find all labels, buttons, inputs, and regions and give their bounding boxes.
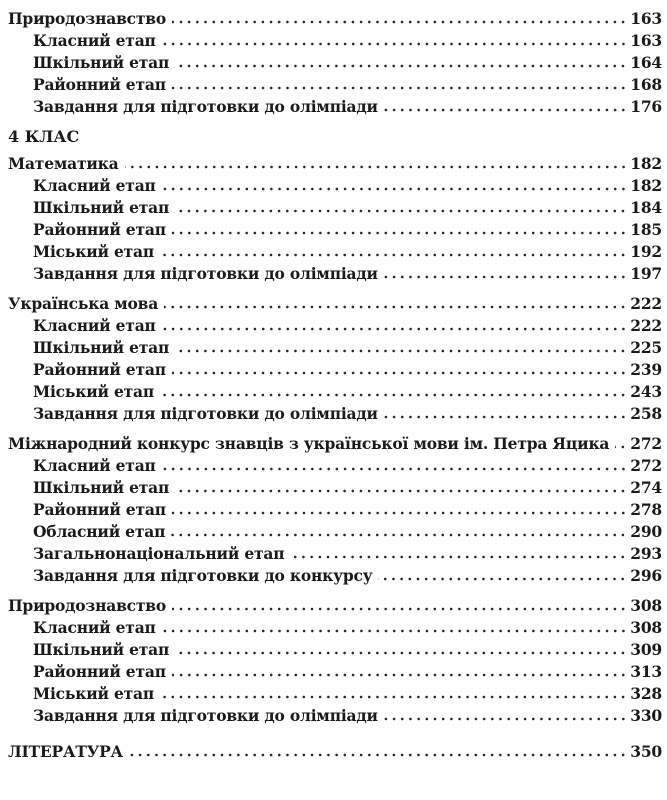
entry-title: Районний етап [33, 220, 166, 239]
dot-leader [172, 511, 627, 515]
page-number: 185 [630, 220, 662, 239]
toc-subentry[interactable] [8, 478, 662, 500]
toc-group [8, 9, 662, 119]
toc-subentry[interactable] [8, 640, 662, 662]
page-number: 309 [630, 640, 662, 659]
entry-title: Районний етап [33, 500, 166, 519]
entry-title: Загальнонаціональний етап [33, 544, 285, 563]
toc-subentry[interactable] [8, 97, 662, 119]
dot-leader [164, 305, 627, 309]
entry-title: Міський етап [33, 382, 155, 401]
entry-title: Завдання для підготовки до конкурсу [33, 566, 373, 585]
toc-subentry[interactable] [8, 566, 662, 588]
entry-title: Шкільний етап [33, 53, 170, 72]
dot-leader [378, 577, 627, 581]
dot-leader [175, 489, 627, 493]
page-number: 272 [630, 434, 662, 453]
dot-leader [384, 717, 627, 721]
dot-leader [160, 253, 627, 257]
entry-title: ЛІТЕРАТУРА [8, 742, 123, 761]
toc-entry[interactable] [8, 742, 662, 764]
dot-leader [171, 533, 627, 537]
dot-leader [384, 275, 627, 279]
toc-group [8, 596, 662, 728]
toc-group [8, 434, 662, 588]
toc-subentry[interactable] [8, 176, 662, 198]
page-number: 258 [630, 404, 662, 423]
entry-title: Українська мова [8, 294, 159, 313]
dot-leader [125, 165, 628, 169]
dot-leader [162, 327, 628, 331]
section-heading: 4 КЛАС [8, 127, 80, 146]
toc-subentry[interactable] [8, 31, 662, 53]
toc-subentry[interactable] [8, 53, 662, 75]
dot-leader [172, 607, 627, 611]
page-number: 225 [630, 338, 662, 357]
toc-subentry[interactable] [8, 500, 662, 522]
page-number: 182 [630, 176, 662, 195]
page-number: 350 [630, 742, 662, 761]
dot-leader [172, 231, 627, 235]
page-number: 222 [630, 316, 662, 335]
toc-subentry[interactable] [8, 264, 662, 286]
dot-leader [615, 445, 627, 449]
toc-subentry[interactable] [8, 456, 662, 478]
toc-subentry[interactable] [8, 338, 662, 360]
dot-leader [175, 209, 627, 213]
entry-title: Класний етап [33, 316, 156, 335]
page-number: 192 [630, 242, 662, 261]
entry-title: Шкільний етап [33, 478, 170, 497]
page-number: 164 [630, 53, 662, 72]
entry-title: Міський етап [33, 684, 155, 703]
table-of-contents [8, 9, 662, 772]
entry-title: Шкільний етап [33, 640, 170, 659]
dot-leader [384, 415, 627, 419]
page-number: 176 [630, 97, 662, 116]
dot-leader [162, 629, 628, 633]
page-number: 222 [630, 294, 662, 313]
entry-title: Міжнародний конкурс знавців з української мови ім. Петра Яцика [8, 434, 610, 453]
page-number: 330 [630, 706, 662, 725]
toc-entry[interactable] [8, 294, 662, 316]
page-number: 308 [630, 596, 662, 615]
entry-title: Класний етап [33, 31, 156, 50]
toc-entry[interactable] [8, 154, 662, 176]
entry-title: Районний етап [33, 75, 166, 94]
entry-title: Природознавство [8, 9, 167, 28]
toc-subentry[interactable] [8, 220, 662, 242]
entry-title: Завдання для підготовки до олімпіади [33, 97, 378, 116]
toc-subentry[interactable] [8, 404, 662, 426]
entry-title: Класний етап [33, 618, 156, 637]
page-number: 313 [630, 662, 662, 681]
toc-entry[interactable] [8, 434, 662, 456]
page-number: 182 [630, 154, 662, 173]
dot-leader [172, 371, 627, 375]
dot-leader [175, 651, 627, 655]
toc-subentry[interactable] [8, 242, 662, 264]
entry-title: Класний етап [33, 176, 156, 195]
page-number: 296 [630, 566, 662, 585]
toc-subentry[interactable] [8, 544, 662, 566]
page-number: 272 [630, 456, 662, 475]
entry-title: Класний етап [33, 456, 156, 475]
toc-entry[interactable] [8, 596, 662, 618]
dot-leader [172, 20, 627, 24]
entry-title: Міський етап [33, 242, 155, 261]
dot-leader [290, 555, 627, 559]
toc-subentry[interactable] [8, 75, 662, 97]
page-number: 168 [630, 75, 662, 94]
toc-subentry[interactable] [8, 198, 662, 220]
page-number: 278 [630, 500, 662, 519]
page-number: 293 [630, 544, 662, 563]
entry-title: Шкільний етап [33, 198, 170, 217]
dot-leader [175, 349, 627, 353]
entry-title: Завдання для підготовки до олімпіади [33, 404, 378, 423]
entry-title: Завдання для підготовки до олімпіади [33, 264, 378, 283]
dot-leader [160, 695, 627, 699]
dot-leader [162, 187, 628, 191]
entry-title: Шкільний етап [33, 338, 170, 357]
dot-leader [384, 108, 627, 112]
entry-title: Обласний етап [33, 522, 166, 541]
toc-entry[interactable] [8, 9, 662, 31]
toc-subentry[interactable] [8, 618, 662, 640]
dot-leader [162, 42, 628, 46]
page-number: 274 [630, 478, 662, 497]
page-number: 290 [630, 522, 662, 541]
entry-title: Математика [8, 154, 119, 173]
dot-leader [172, 86, 627, 90]
page-number: 308 [630, 618, 662, 637]
toc-subentry[interactable] [8, 706, 662, 728]
dot-leader [162, 467, 628, 471]
page-number: 163 [630, 9, 662, 28]
toc-group [8, 154, 662, 286]
page-number: 184 [630, 198, 662, 217]
toc-subentry[interactable] [8, 382, 662, 404]
entry-title: Природознавство [8, 596, 167, 615]
toc-subentry[interactable] [8, 684, 662, 706]
entry-title: Районний етап [33, 360, 166, 379]
page-number: 163 [630, 31, 662, 50]
page-number: 239 [630, 360, 662, 379]
page-number: 328 [630, 684, 662, 703]
toc-subentry[interactable] [8, 360, 662, 382]
toc-subentry[interactable] [8, 662, 662, 684]
toc-subentry[interactable] [8, 316, 662, 338]
dot-leader [175, 64, 627, 68]
dot-leader [172, 673, 627, 677]
page-number: 197 [630, 264, 662, 283]
entry-title: Районний етап [33, 662, 166, 681]
toc-group [8, 294, 662, 426]
page-number: 243 [630, 382, 662, 401]
dot-leader [129, 753, 627, 757]
dot-leader [160, 393, 627, 397]
entry-title: Завдання для підготовки до олімпіади [33, 706, 378, 725]
toc-group [8, 742, 662, 764]
toc-subentry[interactable] [8, 522, 662, 544]
